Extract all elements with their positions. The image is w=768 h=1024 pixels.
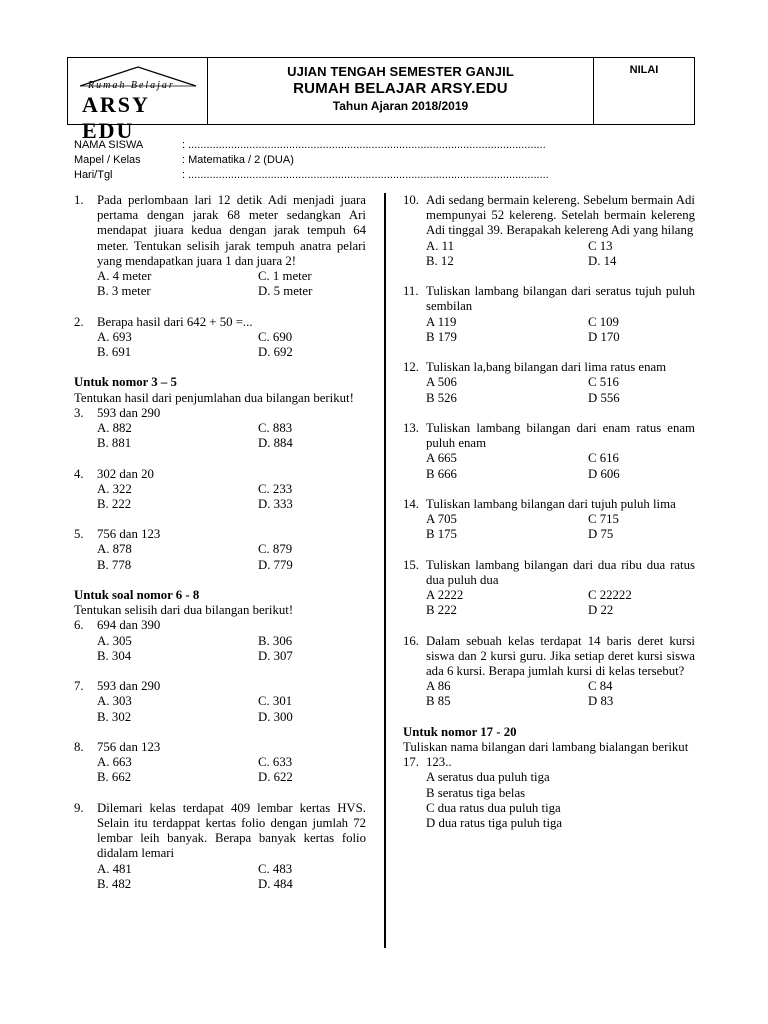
question-text: 593 dan 290 <box>97 679 161 694</box>
question-text: Pada perlombaan lari 12 detik Adi menjadi juara pertama dengan jarak 68 meter sedangkan Ari mendapat jiuara kedua dengan jarak tempuh 64 meter. Tentukan selisih jarak tempuh anatra pelari yang mendapatkan juara 1 dan juara 2! <box>97 193 366 268</box>
date-field[interactable]: : ...................................................................................................................... <box>182 169 549 181</box>
student-name-label: NAMA SISWA <box>74 139 144 151</box>
option-d[interactable]: D. 779 <box>258 557 293 572</box>
school-name: RUMAH BELAJAR ARSY.EDU <box>293 80 508 97</box>
option-a[interactable]: A seratus dua puluh tiga <box>426 770 550 785</box>
question-11 <box>403 284 695 345</box>
option-d[interactable]: D. 5 meter <box>258 284 313 299</box>
column-divider <box>384 193 386 948</box>
option-b[interactable]: B seratus tiga belas <box>426 785 526 800</box>
question-number: 6. <box>74 618 84 633</box>
question-text: Tuliskan lambang bilangan dari tujuh puluh lima <box>426 496 676 511</box>
option-d[interactable]: D. 14 <box>588 253 617 268</box>
question-text: 302 dan 20 <box>97 466 154 481</box>
option-d[interactable]: D 606 <box>588 466 620 481</box>
question-4 <box>74 467 366 513</box>
option-c[interactable]: C 13 <box>588 238 613 253</box>
option-a[interactable]: A. 303 <box>97 694 132 709</box>
option-c[interactable]: C 516 <box>588 375 619 390</box>
header-box <box>67 57 695 143</box>
question-number: 13. <box>403 420 419 435</box>
section-heading: Untuk soal nomor 6 - 8 <box>74 588 200 603</box>
logo <box>68 58 208 143</box>
question-text: Tuliskan lambang bilangan dari enam ratus enam puluh enam <box>426 420 695 451</box>
subject-class-value: : Matematika / 2 (DUA) <box>182 154 294 166</box>
option-d[interactable]: D 556 <box>588 390 620 405</box>
question-number: 1. <box>74 193 84 207</box>
option-d[interactable]: D. 692 <box>258 344 293 359</box>
option-b[interactable]: B. 222 <box>97 496 132 511</box>
option-c[interactable]: C 715 <box>588 512 619 527</box>
option-c[interactable]: C. 1 meter <box>258 269 312 284</box>
option-b[interactable]: B. 691 <box>97 344 132 359</box>
option-b[interactable]: B 179 <box>426 329 457 344</box>
question-text: Berapa hasil dari 642 + 50 =... <box>97 314 253 329</box>
option-b[interactable]: B. 12 <box>426 253 454 268</box>
question-text: 123.. <box>426 755 452 770</box>
logo-title: ARSY EDU <box>82 92 150 143</box>
question-number: 3. <box>74 405 84 420</box>
section-heading: Untuk nomor 3 – 5 <box>74 375 177 390</box>
section-instruction: Tentukan hasil dari penjumlahan dua bilangan berikut! <box>74 390 354 405</box>
question-15 <box>403 558 695 619</box>
question-5 <box>74 527 366 573</box>
option-d[interactable]: D 83 <box>588 694 614 709</box>
option-c[interactable]: C. 483 <box>258 861 293 876</box>
option-a[interactable]: A. 322 <box>97 481 132 496</box>
option-b[interactable]: B 222 <box>426 603 457 618</box>
question-2 <box>74 315 366 361</box>
question-number: 14. <box>403 496 419 511</box>
option-c[interactable]: C 22222 <box>588 588 632 603</box>
question-text: Dilemari kelas terdapat 409 lembar kertas HVS. Selain itu terdappat kertas folio dengan jumlah 72 lembar leih banyak. Berapa banyak kertas folio didalam lemari <box>97 800 366 861</box>
section-instruction: Tuliskan nama bilangan dari lambang bialangan berikut <box>403 739 689 754</box>
question-text: 694 dan 390 <box>97 618 161 633</box>
question-text: Tuliskan lambang bilangan dari seratus tujuh puluh sembilan <box>426 284 695 314</box>
option-b[interactable]: B 85 <box>426 694 451 709</box>
question-16 <box>403 634 695 710</box>
question-number: 9. <box>74 800 84 815</box>
option-a[interactable]: A 86 <box>426 679 451 694</box>
question-13 <box>403 421 695 482</box>
option-b[interactable]: B 526 <box>426 390 457 405</box>
question-number: 10. <box>403 193 419 207</box>
option-c[interactable]: C. 883 <box>258 420 293 435</box>
option-d[interactable]: D dua ratus tiga puluh tiga <box>426 815 563 830</box>
question-number: 2. <box>74 314 84 329</box>
academic-year: Tahun Ajaran 2018/2019 <box>332 99 469 113</box>
question-10 <box>403 193 695 269</box>
option-c[interactable]: C. 690 <box>258 329 293 344</box>
option-a[interactable]: A 506 <box>426 375 457 390</box>
question-number: 15. <box>403 557 419 572</box>
option-d[interactable]: D 170 <box>588 329 620 344</box>
exam-title: UJIAN TENGAH SEMESTER GANJIL <box>287 64 514 79</box>
option-d[interactable]: D. 884 <box>258 436 293 451</box>
option-d[interactable]: D. 622 <box>258 770 293 785</box>
option-b[interactable]: B. 881 <box>97 436 132 451</box>
option-b[interactable]: B. 304 <box>97 648 132 663</box>
right-column <box>403 193 695 831</box>
option-b[interactable]: B 175 <box>426 527 457 542</box>
question-3 <box>74 406 366 452</box>
option-a[interactable]: A 2222 <box>426 588 464 603</box>
section-heading: Untuk nomor 17 - 20 <box>403 724 517 739</box>
question-text: 756 dan 123 <box>97 739 161 754</box>
question-8 <box>74 740 366 786</box>
option-a[interactable]: A. 481 <box>97 861 132 876</box>
option-c[interactable]: C 109 <box>588 314 619 329</box>
option-a[interactable]: A 119 <box>426 314 457 329</box>
option-b[interactable]: B. 482 <box>97 876 132 891</box>
option-a[interactable]: A. 878 <box>97 542 132 557</box>
option-a[interactable]: A. 11 <box>426 238 454 253</box>
option-c[interactable]: C 616 <box>588 451 619 466</box>
student-name-field[interactable]: : ..................................................................................................................... <box>182 139 546 151</box>
question-number: 4. <box>74 466 84 481</box>
option-c[interactable]: C. 233 <box>258 481 293 496</box>
option-d[interactable]: D 75 <box>588 527 614 542</box>
logo-subtitle: Rumah Belajar <box>88 80 175 91</box>
option-b[interactable]: B 666 <box>426 466 457 481</box>
option-c[interactable]: C dua ratus dua puluh tiga <box>426 800 561 815</box>
question-number: 12. <box>403 360 419 375</box>
question-1 <box>74 193 366 299</box>
score-box <box>593 58 694 124</box>
option-c[interactable]: C 84 <box>588 679 613 694</box>
question-6 <box>74 618 366 664</box>
question-17 <box>403 755 695 831</box>
option-a[interactable]: A. 693 <box>97 329 132 344</box>
option-c[interactable]: C. 879 <box>258 542 293 557</box>
question-text: Tuliskan lambang bilangan dari dua ribu dua ratus dua puluh dua <box>426 557 695 587</box>
question-14 <box>403 497 695 543</box>
question-number: 5. <box>74 527 84 542</box>
option-c[interactable]: C. 633 <box>258 755 293 770</box>
option-c[interactable]: B. 306 <box>258 633 293 648</box>
question-7 <box>74 679 366 725</box>
question-text: Dalam sebuah kelas terdapat 14 baris deret kursi siswa dan 2 kursi guru. Jika setiap deret kursi siswa ada 6 kursi. Berapa jumlah kursi di kelas tersebut? <box>426 633 695 679</box>
question-number: 11. <box>403 284 419 299</box>
option-a[interactable]: A 665 <box>426 451 457 466</box>
section-instruction: Tentukan selisih dari dua bilangan berikut! <box>74 603 294 618</box>
option-d[interactable]: D 22 <box>588 603 614 618</box>
option-a[interactable]: A 705 <box>426 512 457 527</box>
question-number: 8. <box>74 739 84 754</box>
option-d[interactable]: D. 484 <box>258 876 293 891</box>
question-number: 7. <box>74 679 84 694</box>
question-text: 756 dan 123 <box>97 527 161 542</box>
left-column <box>74 193 366 892</box>
date-label: Hari/Tgl <box>74 169 113 181</box>
option-c[interactable]: C. 301 <box>258 694 293 709</box>
option-d[interactable]: D. 333 <box>258 496 293 511</box>
option-a[interactable]: A. 663 <box>97 755 132 770</box>
option-b[interactable]: B. 662 <box>97 770 132 785</box>
option-a[interactable]: A. 4 meter <box>97 269 152 284</box>
question-12 <box>403 360 695 406</box>
question-number: 16. <box>403 633 419 648</box>
option-d[interactable]: D. 307 <box>258 648 293 663</box>
option-b[interactable]: B. 778 <box>97 557 132 572</box>
option-d[interactable]: D. 300 <box>258 709 293 724</box>
question-text: Adi sedang bermain kelereng. Sebelum bermain Adi mempunyai 52 kelereng. Setelah bermain kelereng Adi tinggal 39. Berapakah kelereng Adi yang hilang <box>426 193 695 238</box>
subject-class-label: Mapel / Kelas <box>74 154 141 166</box>
option-b[interactable]: B. 3 meter <box>97 284 151 299</box>
question-9 <box>74 801 366 892</box>
title-block <box>208 58 593 124</box>
question-text: Tuliskan la,bang bilangan dari lima ratus enam <box>426 360 667 375</box>
score-label: NILAI <box>629 64 659 76</box>
option-a[interactable]: A. 882 <box>97 420 132 435</box>
question-text: 593 dan 290 <box>97 405 161 420</box>
option-a[interactable]: A. 305 <box>97 633 132 648</box>
question-number: 17. <box>403 755 419 770</box>
option-b[interactable]: B. 302 <box>97 709 132 724</box>
